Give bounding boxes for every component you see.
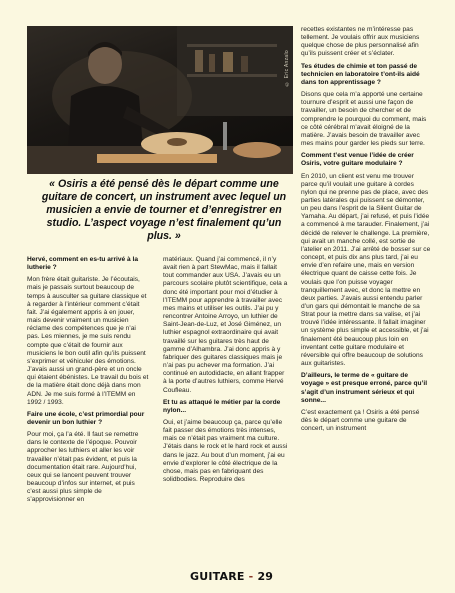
article-paragraph: Pour moi, ça l’a été. Il faut se remettre dans le contexte de l’époque. Pouvoir approcher les luthiers et aller les voir travailler n’était pas évident, et puis la documentation était rare. Aujourd’hui, ceux qui se lancent peuvent trouver beaucoup d’infos sur internet, et puis c’est aussi plus simple de s’approvisionner en (27, 431, 139, 504)
article-column-middle (163, 256, 289, 488)
page-number: 29 (257, 570, 274, 583)
article-question: Faire une école, c’est primordial pour devenir un bon luthier ? (27, 410, 145, 426)
article-paragraph: Mon frère était guitariste. Je l’écoutais, mais je passais surtout beaucoup de temps à ausculter sa guitare classique et à regarder à l’intérieur comment c’était fait. J’ai également appris à en jouer, mais devenir vraiment un musicien réclame des compétences que je n’ai pas. Les miennes, je me suis rendu compte que c’était de fournir aux musiciens le bon outil afin qu’ils puissent s’exprimer et véhiculer des émotions. J’avais aussi un grand-père et un oncle qui étaient ébénistes. Le travail du bois et de la matière était donc déjà dans mon ADN. Je me suis formé à l’ITEMM en 1992 / 1993. (27, 276, 149, 406)
footer-separator: - (244, 570, 258, 583)
article-paragraph: C’est exactement ça ! Osiris a été pensé dès le départ comme une guitare de concert, un instrument (301, 408, 420, 433)
photo-luthier-workshop-icon (27, 26, 293, 174)
photo-credit: © Eric Anzalo (284, 50, 290, 87)
pull-quote: « Osiris a été pensé dès le départ comme une guitare de concert, un instrument avec lequel un musicien a envie de tourner et d’enregistrer en studio. L’aspect voyage n’est finalement qu’un plus. » (41, 178, 287, 242)
article-paragraph: En 2010, un client est venu me trouver parce qu’il voulait une guitare à cordes nylon qui ne prenne pas de place, avec des parties latérales qui puissent se démonter, un peu dans l’esprit de la Silent Guitar de Yamaha. Au départ, j’ai refusé, et puis l’idée a commencé à me tarauder. Finalement, j’ai décidé de relever le challenge. La première, qui avait un manche collé, est sortie de l’atelier en 2011. J’ai arrêté de bosser sur ce concept, et puis dix ans plus tard, j’ai eu envie d’en refaire une, mais en version électrique quant de caisse cette fois. Je voulais que l’on puisse voyager tranquillement avec, et donc la mettre en deux parties. J’avais aussi entendu parler d’un gars qui démontait le manche de sa Strat pour la mettre dans sa valise, et j’ai trouvé l’idée intéressante. Il fallait imaginer un système plus simple et accessible, et j’ai finalement été beaucoup plus loin en inventant cette guitare modulaire et réversible qui offre beaucoup de solutions aux guitaristes. (301, 172, 431, 368)
article-question: Comment t’est venue l’idée de créer Osiris, votre guitare modulaire ? (301, 152, 414, 168)
article-column-left (27, 256, 149, 509)
article-paragraph: recettes existantes ne m’intéresse pas tellement. Je voulais offrir aux musiciens quelque chose de plus personnalisé afin qu’ils puissent créer et s’éclater. (301, 26, 420, 58)
magazine-name: GUITARE (190, 570, 245, 583)
article-question: Et tu as attaqué le métier par la corde nylon... (163, 398, 281, 414)
page-footer (190, 570, 273, 583)
luthier-photo (27, 26, 293, 174)
article-question: Tes études de chimie et ton passé de technicien en laboratoire t’ont-ils aidé dans ton apprentissage ? (301, 62, 420, 86)
article-paragraph: Disons que cela m’a apporté une certaine tournure d’esprit et aussi une façon de travailler, un besoin de chercher et de comprendre le pourquoi du comment, mais ce côté cérébral m’avait éloigné de la matière. J’avais besoin de travailler avec mes mains pour garder les pieds sur terre. (301, 91, 427, 148)
article-paragraph: Oui, et j’aime beaucoup ça, parce qu’elle fait passer des émotions très intenses, mais ce n’était pas vraiment ma culture. J’étais dans le rock et le hard rock et aussi dans le jazz. Au bout d’un moment, j’ai eu envie d’explorer le côté électrique de la chose, mais pas en fabriquant des solidbodies. Reproduire des (163, 418, 288, 484)
article-question: D’ailleurs, le terme de « guitare de voyage » est presque erroné, parce qu’il s’agit d’un instrument sérieux et qui sonne... (301, 372, 428, 404)
article-paragraph: matériaux. Quand j’ai commencé, il n’y avait rien à part StewMac, mais il fallait tout commander aux USA. J’avais eu un parcours scolaire plutôt scientifique, cela a donc été important pour moi d’étudier à l’ITEMM pour apprendre à travailler avec mes mains et utiliser les outils. J’ai pu y rencontrer Antoine Arroyo, un luthier de Saint-Jean-de-Luz, et José Giménez, un luthier espagnol extraordinaire qui avait travaillé sur les guitares très haut de gamme d’Alhambra. J’ai donc appris à y fabriquer des guitares classiques mais je n’ai pas pu achever ma formation. J’ai continué en autodidacte, en allant frapper à la porte d’autres luthiers, comme Hervé Coufleau. (163, 256, 288, 394)
article-column-right (301, 26, 431, 437)
article-question: Hervé, comment en es-tu arrivé à la lutherie ? (27, 256, 139, 272)
